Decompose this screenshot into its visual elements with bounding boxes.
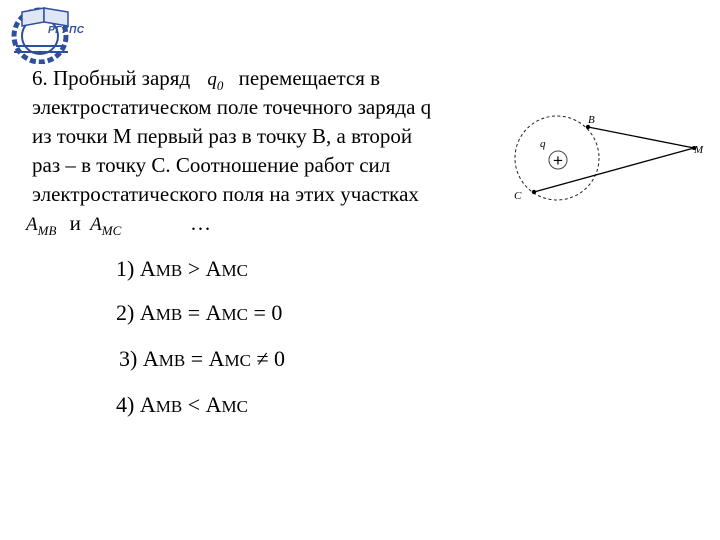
university-logo xyxy=(4,2,84,64)
charge-sign: + xyxy=(553,151,563,170)
problem-line-6 xyxy=(26,209,121,245)
problem-line-3: из точки М первый раз в точку В, а второй xyxy=(32,124,413,148)
problem-line-1-rest: перемещается в xyxy=(238,66,381,90)
point-c xyxy=(532,190,536,194)
problem-line-5: электростатического поля на этих участках xyxy=(32,182,419,206)
problem-intro: 6. Пробный заряд xyxy=(32,66,191,90)
field-diagram xyxy=(508,105,718,225)
answer-option-1[interactable]: 1) АМВ > АМС xyxy=(116,256,248,281)
answer-option-2[interactable]: 2) АМВ = АМС = 0 xyxy=(116,300,283,325)
ellipsis: … xyxy=(190,211,211,235)
label-q: q xyxy=(540,138,546,150)
problem-line-4: раз – в точку С. Соотношение работ сил xyxy=(32,153,391,177)
path-m-to-b xyxy=(588,127,694,148)
answer-option-4[interactable]: 4) АМВ < АМС xyxy=(116,392,248,417)
answer-option-3[interactable]: 3) АМВ = АМС ≠ 0 xyxy=(119,346,286,371)
conjunction: и xyxy=(69,211,81,235)
label-c: C xyxy=(514,190,522,202)
work-mc-symbol: $A_{MC}$ xyxy=(90,214,122,238)
problem-line-2: электростатическом поле точечного заряда q xyxy=(32,95,432,119)
logo-text: РГУПС xyxy=(48,25,85,36)
label-m: M xyxy=(694,144,704,156)
charge-symbol: $q_0$ xyxy=(207,69,224,93)
label-b: B xyxy=(588,114,595,126)
work-mb-symbol: $A_{MB}$ xyxy=(26,214,57,238)
